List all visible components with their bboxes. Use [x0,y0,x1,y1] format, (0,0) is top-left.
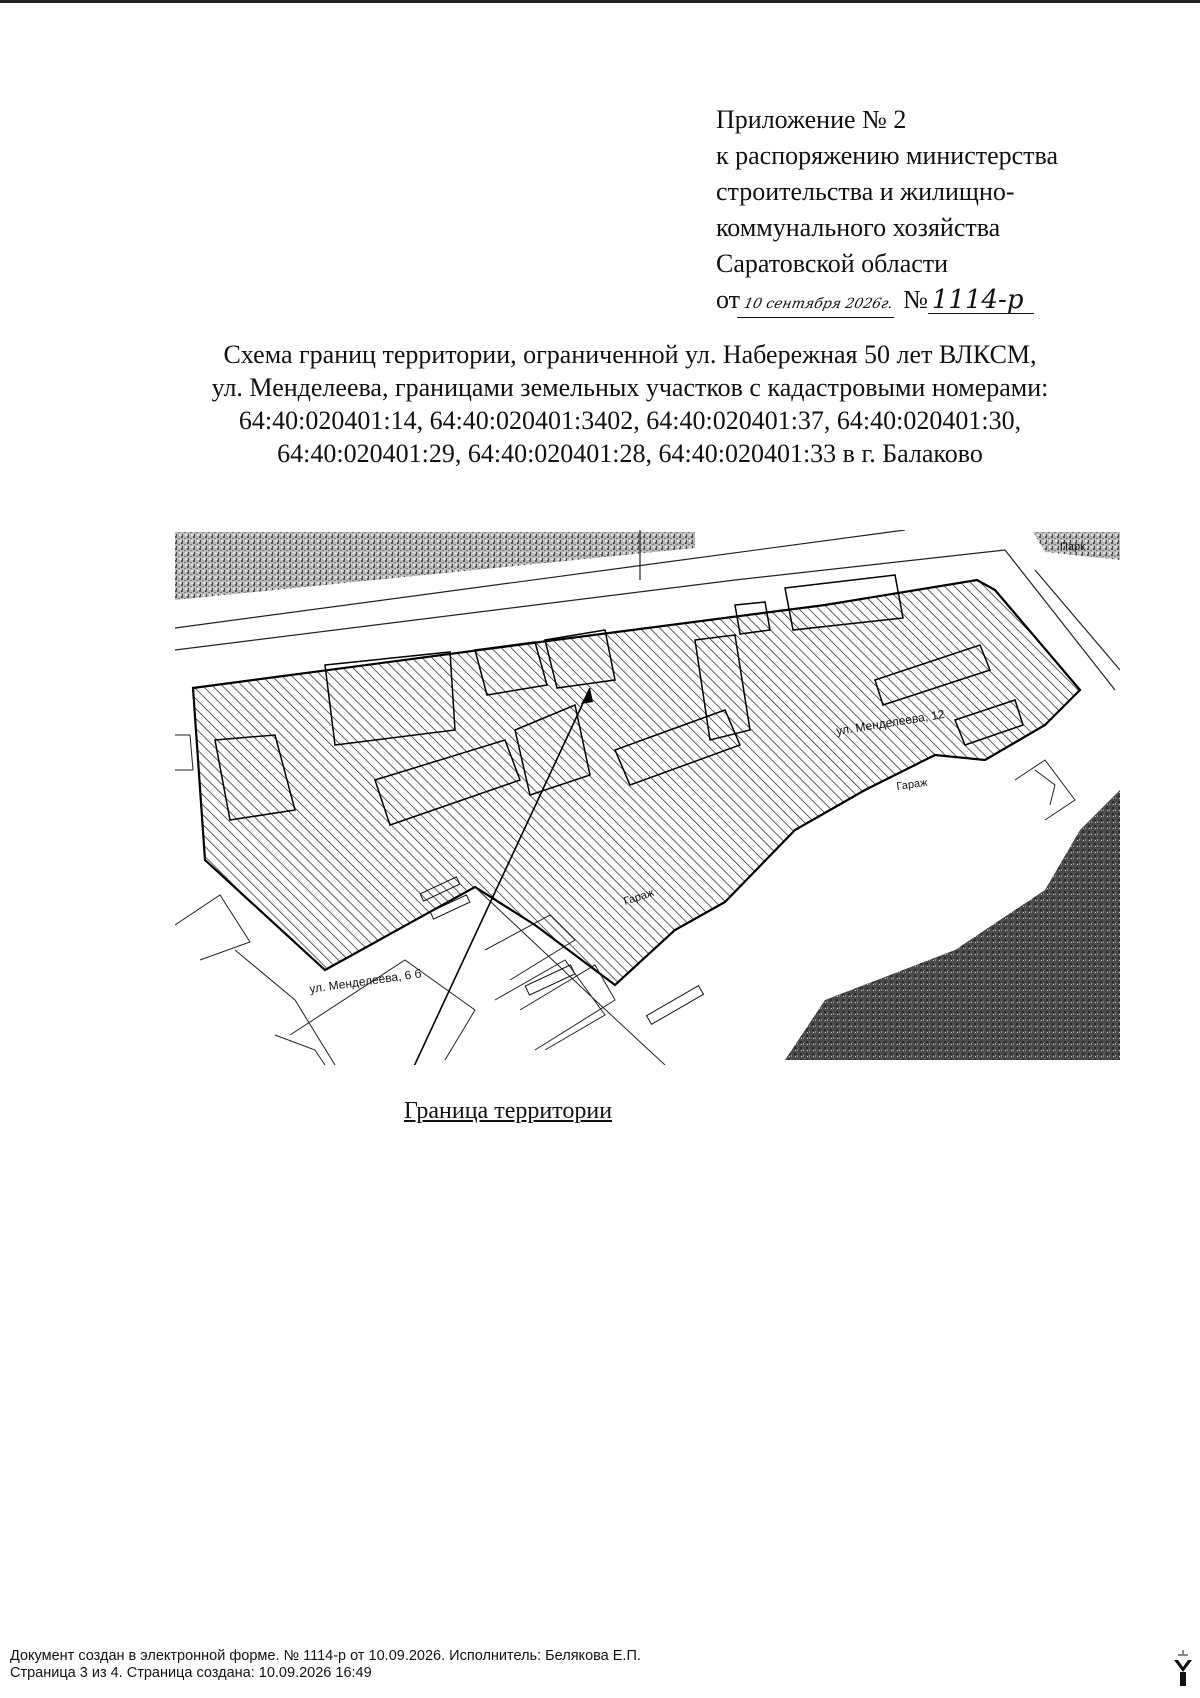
document-title [150,338,1110,470]
from-label: от [716,285,741,314]
appendix-date-number-line [716,282,1146,318]
appendix-line-4: коммунального хозяйства [716,213,1001,242]
footer-line-1: Документ создан в электронной форме. № 1114-р от 10.09.2026. Исполнитель: Белякова Е.П. [10,1648,641,1664]
map-label-garage-1: Гараж [895,776,929,793]
title-line-3: 64:40:020401:14, 64:40:020401:3402, 64:40:020401:37, 64:40:020401:30, [238,406,1022,435]
title-line-1: Схема границ территории, ограниченной ул. Набережная 50 лет ВЛКСМ, [223,340,1037,369]
footer-line-2: Страница 3 из 4. Страница создана: 10.09.2026 16:49 [10,1665,372,1681]
dark-terrain [785,790,1120,1060]
legend-label-territory-boundary: Граница территории [404,1098,613,1124]
footer [10,1648,641,1682]
appendix-line-1: Приложение № 2 [716,105,907,134]
number-label: № [903,285,928,314]
top-border-line [0,0,1200,3]
handwritten-number: 1114-р [928,287,1034,314]
appendix-line-2: к распоряжению министерства [716,141,1059,170]
territory-boundary-map [175,530,1120,1065]
map-label-park: Парк [1060,541,1085,553]
aerial-photo-strip [175,532,695,600]
handwritten-date: 10 сентября 2026г. [737,291,899,318]
appendix-header [716,102,1146,318]
map-label-street-12: ул. Менделеева, 12 [835,707,946,738]
emblem-icon [1172,1648,1194,1688]
appendix-line-5: Саратовской области [716,249,949,278]
map-label-garage-2: Гараж [622,886,656,908]
map-label-street-6b: ул. Менделеева, 6 б [308,966,423,996]
appendix-line-3: строительства и жилищно- [716,177,1015,206]
title-line-4: 64:40:020401:29, 64:40:020401:28, 64:40:020401:33 в г. Балаково [277,439,983,468]
title-line-2: ул. Менделеева, границами земельных участков с кадастровыми номерами: [211,373,1049,402]
